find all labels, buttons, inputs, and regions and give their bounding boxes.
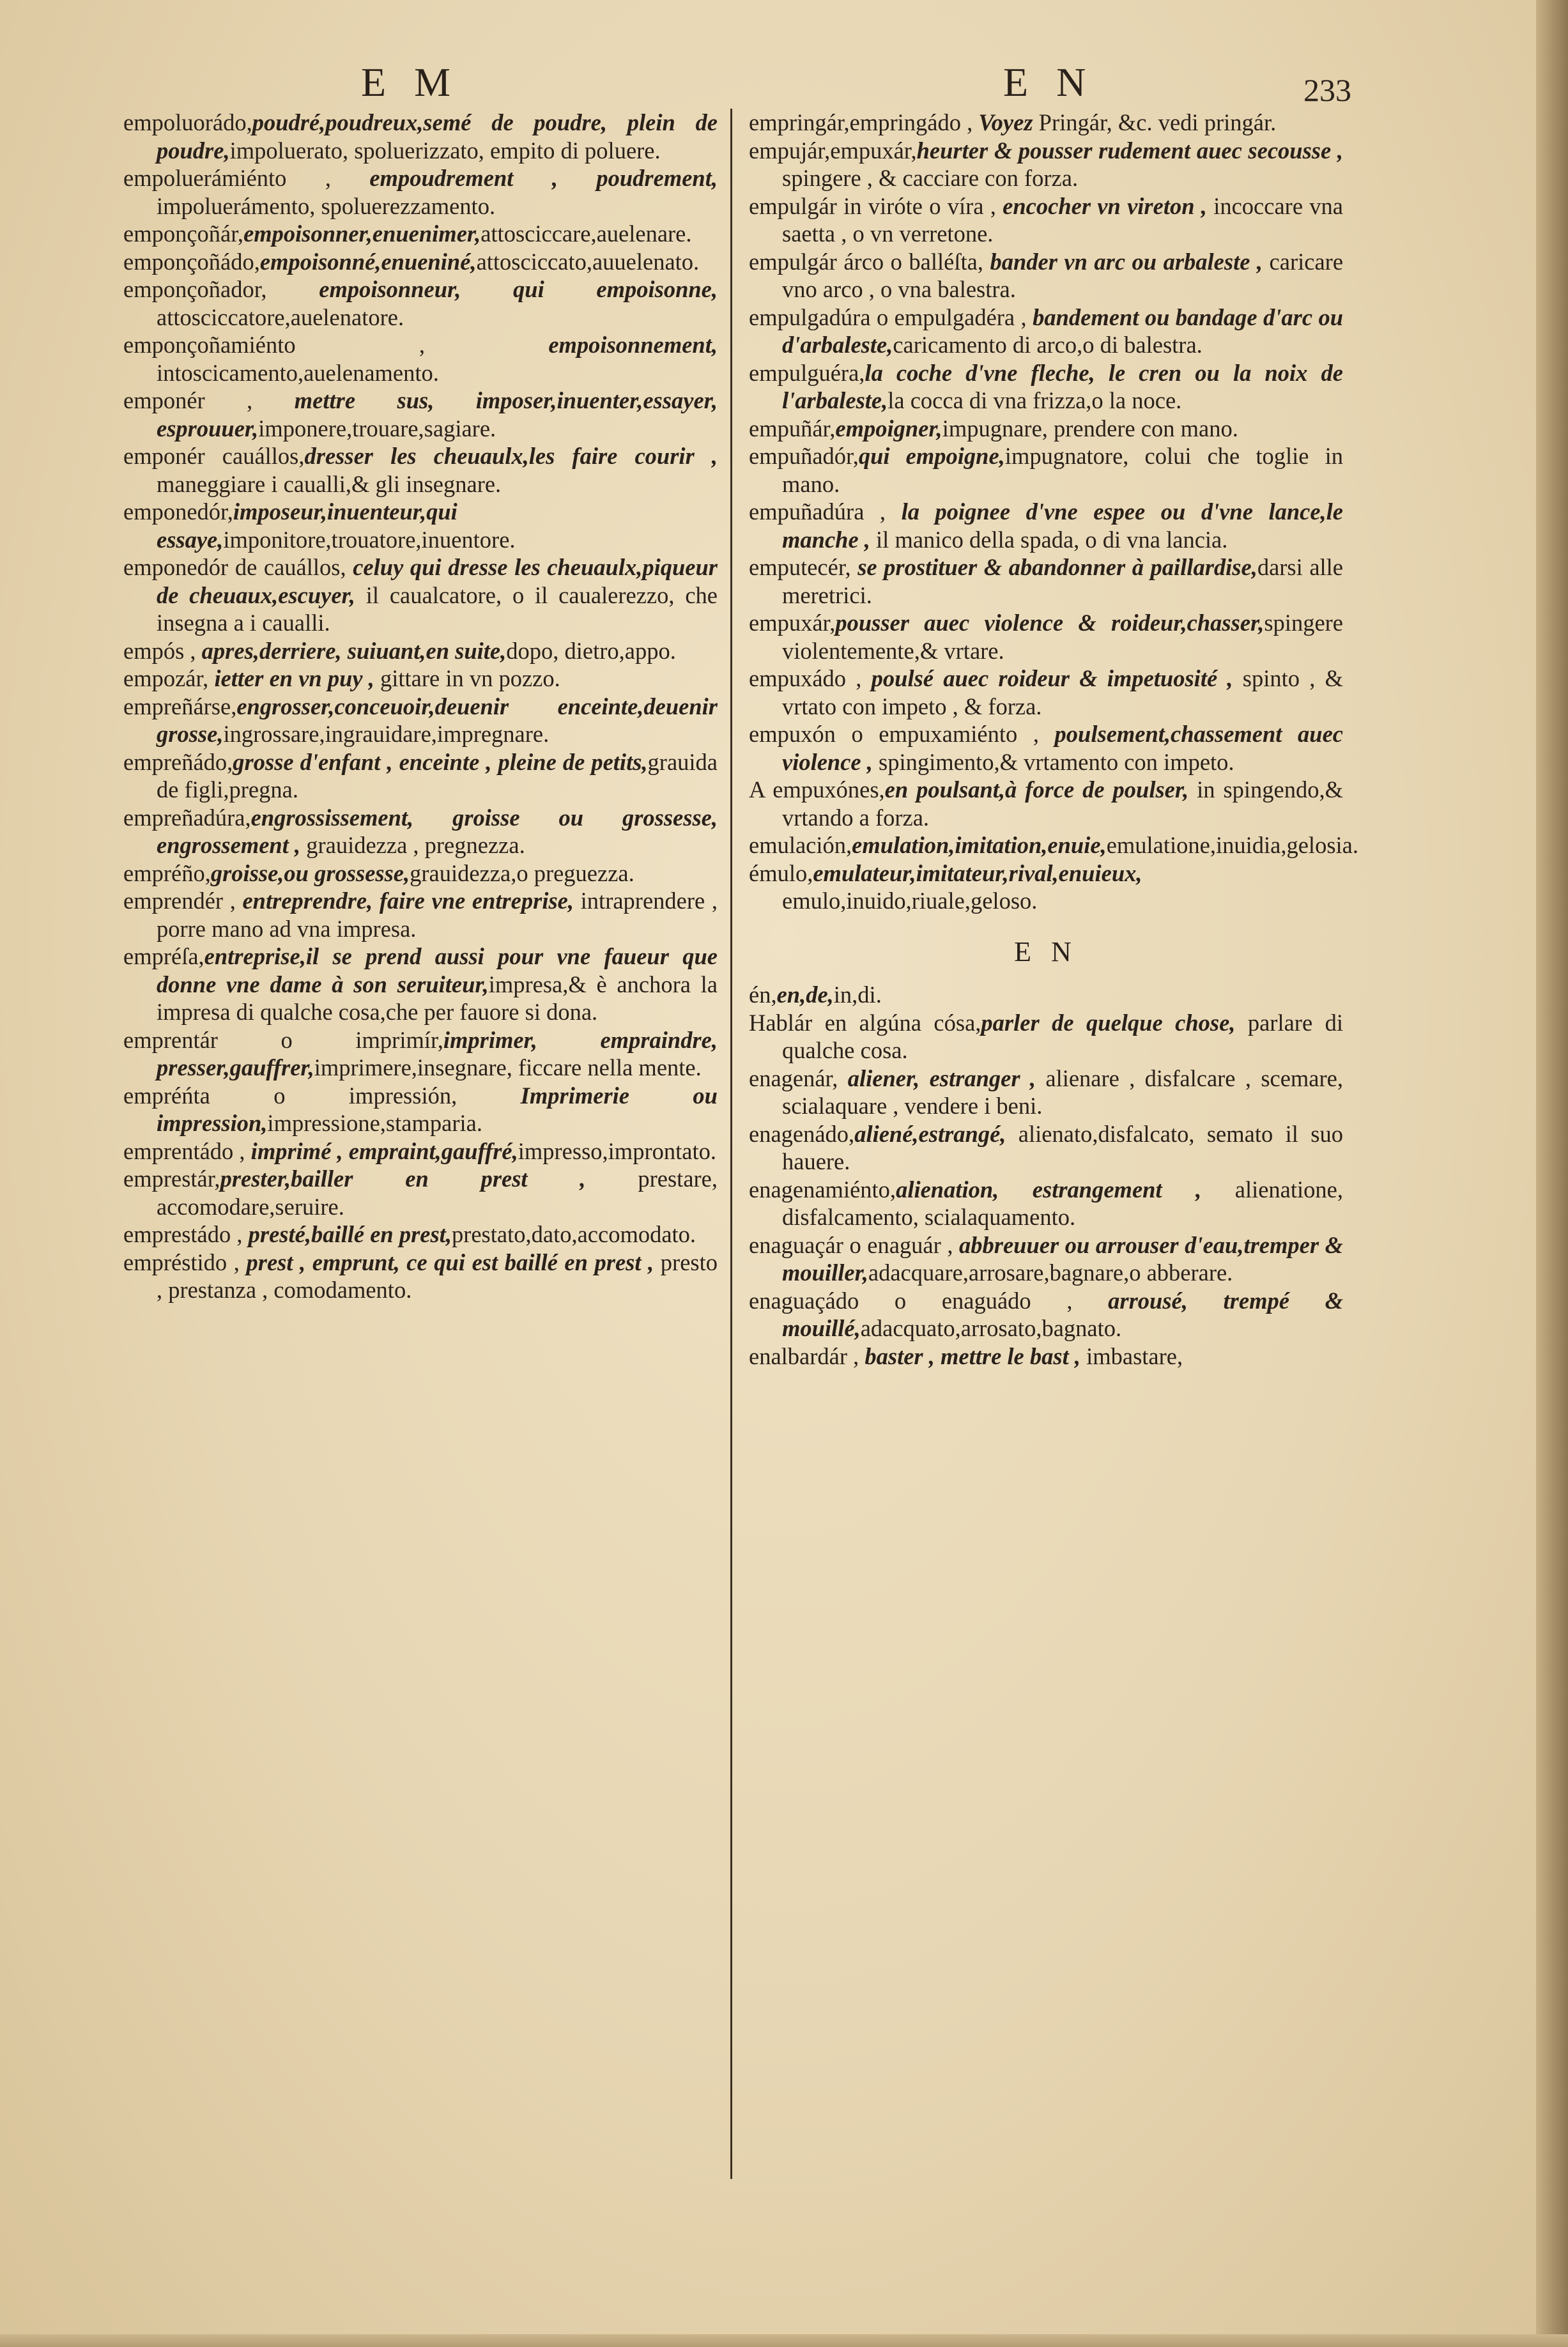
dictionary-entry — [749, 1009, 1343, 1065]
headword: emponçoñamiénto , — [123, 332, 549, 358]
french-gloss: pousser auec violence & roideur,chasser, — [835, 610, 1264, 636]
headword: empulgadúra o empulgadéra , — [749, 304, 1033, 330]
dictionary-entry — [123, 1137, 718, 1166]
headword: empulgár árco o balléſta, — [749, 248, 990, 275]
italian-gloss: intoscicamento,auelenamento. — [157, 359, 439, 386]
french-gloss: emulateur,imitateur,rival,enuieux, — [813, 859, 1142, 886]
dictionary-entry — [123, 275, 718, 331]
french-gloss: imprimer, empraindre, presser,gauffrer, — [157, 1026, 718, 1081]
headword: enagenamiénto, — [749, 1176, 896, 1203]
french-gloss: heurter & pousser rudement auec secousse , — [916, 137, 1343, 164]
french-gloss: celuy qui dresse les cheuaulx,piqueur de cheuaux,escuyer, — [157, 554, 718, 608]
dictionary-entry — [123, 804, 718, 859]
french-gloss: ietter en vn puy , — [214, 665, 374, 691]
headword: emponér cauállos, — [123, 443, 305, 469]
french-gloss: apres,derriere, suiuant,en suite, — [201, 637, 507, 664]
headword: emponçoñador, — [123, 276, 319, 302]
french-gloss: empoudrement , poudrement, — [369, 165, 718, 191]
dictionary-entry — [123, 220, 718, 248]
dictionary-entry — [123, 1082, 718, 1137]
french-gloss: poulsement,chassement auec violence , — [782, 721, 1343, 775]
headword: empréſa, — [123, 943, 204, 969]
french-gloss: qui empoigne, — [858, 443, 1005, 469]
french-gloss: aliener, estranger , — [847, 1065, 1036, 1091]
headword: enagenádo, — [749, 1120, 855, 1147]
dictionary-entry — [749, 1176, 1343, 1231]
french-gloss: imposeur,inuenteur,qui essaye, — [157, 498, 457, 553]
headword: empréstido , — [123, 1249, 247, 1275]
french-gloss: empoisonné,enueniné, — [259, 248, 477, 275]
dictionary-entry — [123, 498, 718, 553]
french-gloss: mettre sus, imposer,inuenter,essayer, esprouuer, — [157, 387, 718, 442]
headword: empujár,empuxár, — [749, 137, 917, 164]
dictionary-entry — [123, 553, 718, 637]
italian-gloss: emulo,inuido,riuale,geloso. — [782, 888, 1038, 914]
french-gloss: entreprendre, faire vne entreprise, — [242, 888, 574, 914]
dictionary-entry — [123, 859, 718, 888]
dictionary-entry — [749, 1287, 1343, 1343]
headword: empreñadúra, — [123, 804, 251, 831]
headword: empuxádo , — [749, 665, 872, 691]
headword: emprestádo , — [123, 1221, 249, 1247]
dictionary-entry — [749, 109, 1343, 137]
french-gloss: la coche d'vne fleche, le cren ou la noix de l'arbaleste, — [782, 359, 1343, 413]
dictionary-entry — [123, 248, 718, 276]
dictionary-entry — [749, 304, 1343, 359]
dictionary-entry — [123, 887, 718, 943]
french-gloss: arrousé, trempé & mouillé, — [782, 1287, 1343, 1341]
dictionary-entry — [749, 665, 1343, 720]
french-gloss: poudré,poudreux,semé de poudre, plein de poudre, — [157, 109, 718, 164]
french-gloss: en poulsant,à force de poulser, — [884, 776, 1189, 803]
headword: empoluerámiénto , — [123, 165, 370, 191]
right-column-entries-en — [749, 981, 1343, 1370]
italian-gloss: Pringár, &c. vedi pringár. — [1033, 109, 1277, 135]
headword: empréño, — [123, 859, 211, 886]
dictionary-entry — [123, 1165, 718, 1220]
headword: empulguéra, — [749, 359, 865, 386]
dictionary-entry — [749, 415, 1343, 443]
italian-gloss: gittare in vn pozzo. — [374, 665, 560, 691]
headword: emponér , — [123, 387, 295, 413]
italian-gloss: intraprendere , porre mano ad vna impresa. — [157, 888, 718, 942]
headword: empuxár, — [749, 610, 836, 636]
dictionary-entry — [749, 1231, 1343, 1287]
italian-gloss: adacquato,arrosato,bagnato. — [860, 1315, 1122, 1341]
headword: emprentár o imprimír, — [123, 1026, 443, 1053]
french-gloss: baster , mettre le bast , — [865, 1343, 1080, 1369]
italian-gloss: prestato,dato,accomodato. — [451, 1221, 696, 1247]
headword: empringár,empringádo , — [749, 109, 979, 135]
italian-gloss: imponere,trouare,sagiare. — [258, 415, 496, 442]
dictionary-entry — [749, 831, 1358, 859]
italian-gloss: grauida de figli,pregna. — [157, 748, 718, 803]
italian-gloss: il caualcatore, o il caualerezzo, che insegna a i caualli. — [157, 581, 718, 636]
dictionary-entry — [123, 1220, 718, 1249]
dictionary-entry — [123, 1026, 718, 1082]
french-gloss: Imprimerie ou impression, — [157, 1082, 718, 1136]
headword: empuñadór, — [749, 443, 859, 469]
dictionary-entry — [749, 1120, 1343, 1176]
dictionary-entry — [749, 1343, 1343, 1371]
headword: Hablár en algúna cósa, — [749, 1009, 981, 1036]
dictionary-entry — [749, 776, 1343, 831]
running-head-left: E M — [361, 59, 459, 105]
italian-gloss: attosciccare,auelenare. — [480, 220, 692, 247]
italian-gloss: impresa,& è anchora la impresa di qualche cosa,che per fauore si dona. — [157, 971, 718, 1025]
italian-gloss: il manico della spada, o di vna lancia. — [870, 526, 1228, 553]
french-gloss: encocher vn vireton , — [1003, 192, 1207, 219]
italian-gloss: impugnare, prendere con mano. — [942, 415, 1238, 442]
headword: emulación, — [749, 832, 852, 858]
dictionary-entry — [123, 665, 718, 693]
italian-gloss: attosciccato,auuelenato. — [476, 248, 700, 275]
headword: empuñár, — [749, 415, 836, 442]
french-gloss: engrosser,conceuoir,deuenir enceinte,deuenir grosse, — [157, 693, 718, 747]
italian-gloss: ingrossare,ingrauidare,impregnare. — [223, 721, 550, 747]
headword: empréńta o impressión, — [123, 1082, 521, 1109]
right-column-entries — [749, 109, 1358, 915]
italian-gloss: spinto , & vrtato con impeto , & forza. — [782, 665, 1343, 719]
page-edge-shadow — [1536, 0, 1568, 2347]
italian-gloss: imbastare, — [1080, 1343, 1183, 1369]
headword: empozár, — [123, 665, 215, 691]
dictionary-entry — [123, 943, 718, 1026]
headword: empuñadúra , — [749, 498, 902, 525]
italian-gloss: dopo, dietro,appo. — [506, 637, 676, 664]
italian-gloss: emulatione,inuidia,gelosia. — [1106, 832, 1358, 858]
headword: émulo, — [749, 859, 813, 886]
french-gloss: grosse d'enfant , enceinte , pleine de petits, — [233, 748, 648, 775]
dictionary-entry — [749, 981, 1343, 1009]
italian-gloss: in,di. — [833, 981, 882, 1008]
italian-gloss: spingimento,& vrtamento con impeto. — [872, 748, 1234, 775]
french-gloss: poulsé auec roideur & impetuosité , — [871, 665, 1233, 691]
french-gloss: empoisonnement, — [548, 332, 718, 358]
french-gloss: emulation,imitation,enuie, — [852, 832, 1107, 858]
dictionary-entry — [123, 331, 718, 387]
italian-gloss: grauidezza,o preguezza. — [410, 859, 634, 886]
french-gloss: empoisonneur, qui empoisonne, — [319, 276, 718, 302]
french-gloss: la poignee d'vne espee ou d'vne lance,le manche , — [782, 498, 1343, 553]
headword: enaguaçádo o enaguádo , — [749, 1287, 1109, 1314]
french-gloss: alienation, estrangement , — [896, 1176, 1202, 1203]
dictionary-entry — [123, 109, 718, 164]
headword: enagenár, — [749, 1065, 848, 1091]
italian-gloss: attosciccatore,auelenatore. — [157, 304, 404, 330]
french-gloss: entreprise,il se prend aussi pour vne faueur que donne vne dame à son seruiteur, — [157, 943, 718, 997]
italian-gloss: darsi alle meretrici. — [782, 554, 1343, 608]
italian-gloss: la cocca di vna frizza,o la noce. — [888, 387, 1182, 413]
headword: emprentádo , — [123, 1137, 251, 1164]
dictionary-entry — [749, 442, 1343, 498]
italian-gloss: incoccare vna saetta , o vn verretone. — [782, 192, 1343, 247]
french-gloss: empoisonner,enuenimer, — [243, 220, 481, 247]
headword: empreñárse, — [123, 693, 237, 719]
section-heading: E N — [1014, 935, 1078, 967]
dictionary-entry — [749, 1065, 1343, 1120]
french-gloss: bander vn arc ou arbaleste , — [990, 248, 1263, 275]
right-column — [749, 109, 1358, 1370]
dictionary-entry — [749, 720, 1343, 776]
french-gloss: empoigner, — [835, 415, 942, 442]
dictionary-entry — [123, 748, 718, 804]
column-rule — [730, 109, 732, 2179]
headword: emprendér , — [123, 888, 243, 914]
dictionary-entry — [749, 498, 1343, 553]
french-gloss: Voyez — [978, 109, 1033, 135]
italian-gloss: presto , prestanza , comodamento. — [157, 1249, 718, 1303]
italian-gloss: impugnatore, colui che toglie in mano. — [782, 443, 1343, 497]
headword: empreñádo, — [123, 748, 233, 775]
dictionary-entry — [749, 859, 1343, 915]
italian-gloss: parlare di qualche cosa. — [782, 1009, 1344, 1063]
italian-gloss: alienare , disfalcare , scemare, scialaquare , vendere i beni. — [782, 1065, 1343, 1119]
dictionary-entry — [749, 192, 1343, 248]
dictionary-entry — [123, 637, 718, 665]
running-head-right: E N — [1003, 59, 1095, 105]
french-gloss: groisse,ou grossesse, — [210, 859, 410, 886]
french-gloss: engrossissement, groisse ou grossesse, engrossement , — [157, 804, 718, 858]
italian-gloss: adacquare,arrosare,bagnare,o abberare. — [868, 1259, 1233, 1286]
headword: én, — [749, 981, 777, 1008]
italian-gloss: impresso,improntato. — [518, 1137, 716, 1164]
french-gloss: aliené,estrangé, — [854, 1120, 1006, 1147]
headword: emponçoñádo, — [123, 248, 260, 275]
left-column — [123, 109, 718, 1304]
headword: emponedór, — [123, 498, 233, 525]
italian-gloss: alienato,disfalcato, semato il suo hauere. — [782, 1120, 1343, 1174]
headword: empós , — [123, 637, 202, 664]
french-gloss: dresser les cheuaulx,les faire courir , — [304, 443, 718, 469]
french-gloss: imprimé , empraint,gauffré, — [250, 1137, 518, 1164]
french-gloss: prester,bailler en prest , — [220, 1166, 586, 1192]
headword: emponedór de cauállos, — [123, 554, 353, 580]
page-bottom-edge — [0, 2334, 1568, 2347]
dictionary-entry — [123, 1249, 718, 1304]
italian-gloss: caricamento di arco,o di balestra. — [893, 332, 1203, 358]
page-number: 233 — [1303, 72, 1351, 108]
headword: emputecér, — [749, 554, 858, 580]
italian-gloss: maneggiare i caualli,& gli insegnare. — [157, 470, 502, 497]
dictionary-entry — [749, 609, 1343, 665]
dictionary-entry — [749, 553, 1343, 609]
headword: A empuxónes, — [749, 776, 885, 803]
italian-gloss: grauidezza , pregnezza. — [300, 832, 525, 858]
headword: empoluorádo, — [123, 109, 252, 135]
dictionary-entry — [749, 137, 1343, 192]
italian-gloss: impoluerámento, spoluerezzamento. — [157, 192, 496, 219]
italian-gloss: imprimere,insegnare, ficcare nella mente. — [314, 1054, 702, 1081]
french-gloss: en,de, — [776, 981, 834, 1008]
french-gloss: presté,baillé en prest, — [248, 1221, 452, 1247]
french-gloss: parler de quelque chose, — [981, 1009, 1236, 1036]
french-gloss: prest , emprunt, ce qui est baillé en prest , — [246, 1249, 654, 1275]
french-gloss: se prostituer & abandonner à paillardise, — [857, 554, 1257, 580]
italian-gloss: spingere , & cacciare con forza. — [782, 165, 1079, 191]
italian-gloss: spingere violentemente,& vrtare. — [782, 610, 1343, 664]
dictionary-entry — [123, 693, 718, 748]
french-gloss: bandement ou bandage d'arc ou d'arbaleste, — [782, 304, 1343, 358]
headword: empulgár in viróte o víra , — [749, 192, 1003, 219]
headword: enalbardár , — [749, 1343, 865, 1369]
dictionary-entry — [749, 248, 1343, 304]
dictionary-entry — [123, 387, 718, 442]
dictionary-entry — [749, 359, 1343, 415]
dictionary-entry — [123, 442, 718, 498]
italian-gloss: prestare, accomodare,seruire. — [157, 1166, 718, 1220]
italian-gloss: caricare vno arco , o vna balestra. — [782, 248, 1344, 302]
headword: emprestár, — [123, 1166, 220, 1192]
headword: enaguaçár o enaguár , — [749, 1231, 959, 1258]
headword: emponçoñár, — [123, 220, 244, 247]
italian-gloss: alienatione, disfalcamento, scialaquamento. — [782, 1176, 1343, 1230]
italian-gloss: impoluerato, spoluerizzato, empito di poluere. — [229, 137, 661, 164]
french-gloss: abbreuuer ou arrouser d'eau,tremper & mouiller, — [782, 1231, 1343, 1286]
dictionary-entry — [123, 164, 718, 220]
italian-gloss: imponitore,trouatore,inuentore. — [223, 526, 516, 553]
headword: empuxón o empuxamiénto , — [749, 721, 1055, 747]
italian-gloss: impressione,stamparia. — [267, 1110, 482, 1136]
italian-gloss: in spingendo,& vrtando a forza. — [782, 776, 1344, 831]
